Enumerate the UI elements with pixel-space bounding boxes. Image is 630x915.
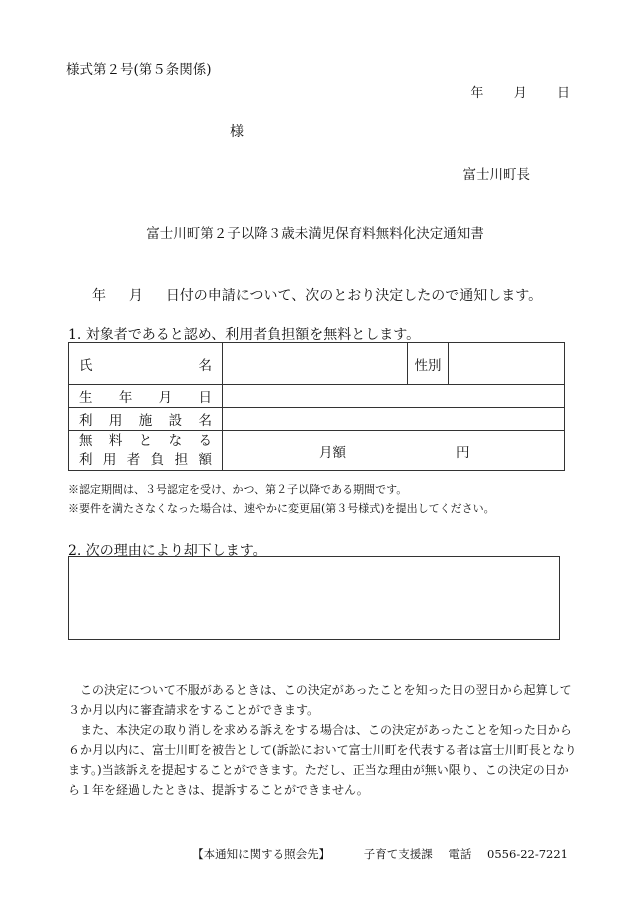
note-change-notification: ※要件を満たさなくなった場合は、速やかに変更届(第３号様式)を提出してください。: [68, 502, 495, 515]
contact-info: [192, 846, 568, 862]
gender-value: [449, 343, 565, 385]
recipient-table: [68, 342, 565, 471]
monthly-label: 月額: [319, 444, 346, 461]
section2-heading: 2. 次の理由により却下します。: [68, 543, 267, 559]
notice-paragraph-2: また、本決定の取り消しを求める訴えをする場合は、この決定があったことを知った日から６か月以内に、富士川町を被告として(訴訟において富士川町を代表する者は富士川町長となります。)当該訴えを提起することができます。ただし、正当な理由が無い限り、この決定の日から１年を経過したときは、提訴することができません。: [68, 723, 577, 797]
issue-date: [470, 82, 570, 101]
date-year: 年: [470, 86, 484, 101]
intro-year: 年: [92, 288, 106, 304]
contact-label: 【本通知に関する照会先】: [192, 847, 331, 861]
birthdate-value: [223, 385, 565, 408]
intro-body: 日付の申請について、次のとおり決定したので通知します。: [165, 288, 543, 304]
gender-label: 性別: [408, 343, 449, 385]
date-month: 月: [513, 86, 527, 101]
addressee-suffix: 様: [230, 124, 244, 140]
intro-month: 月: [128, 288, 143, 304]
free-amount-label: 無 料 と な る 利 用 者 負 担 額: [69, 431, 223, 471]
form-number: 様式第２号(第５条関係): [66, 62, 212, 78]
note-certification-period: ※認定期間は、３号認定を受け、かつ、第２子以降である期間です。: [68, 483, 408, 496]
contact-department: 子育て支援課: [363, 847, 433, 861]
facility-value: [223, 408, 565, 431]
rejection-reason-box: [68, 556, 560, 640]
name-label: 氏 名: [69, 343, 223, 385]
birthdate-label: 生 年 月 日: [69, 385, 223, 408]
monthly-amount: [223, 431, 565, 471]
yen-label: 円: [456, 444, 470, 461]
issuer: 富士川町長: [462, 167, 530, 183]
notice-paragraph-1: この決定について不服があるときは、この決定があったことを知った日の翌日から起算して３か月以内に審査請求をすることができます。: [68, 683, 572, 717]
appeal-notice: [68, 680, 578, 800]
contact-phone-label: 電話: [448, 847, 472, 861]
facility-label: 利 用 施 設 名: [69, 408, 223, 431]
section1-heading: 1. 対象者であると認め、利用者負担額を無料とします。: [68, 327, 421, 343]
name-value: [223, 343, 408, 385]
contact-phone: 0556-22-7221: [487, 847, 568, 861]
intro-text: [92, 285, 542, 305]
document-title: 富士川町第２子以降３歳未満児保育料無料化決定通知書: [146, 226, 484, 242]
date-day: 日: [556, 86, 570, 101]
